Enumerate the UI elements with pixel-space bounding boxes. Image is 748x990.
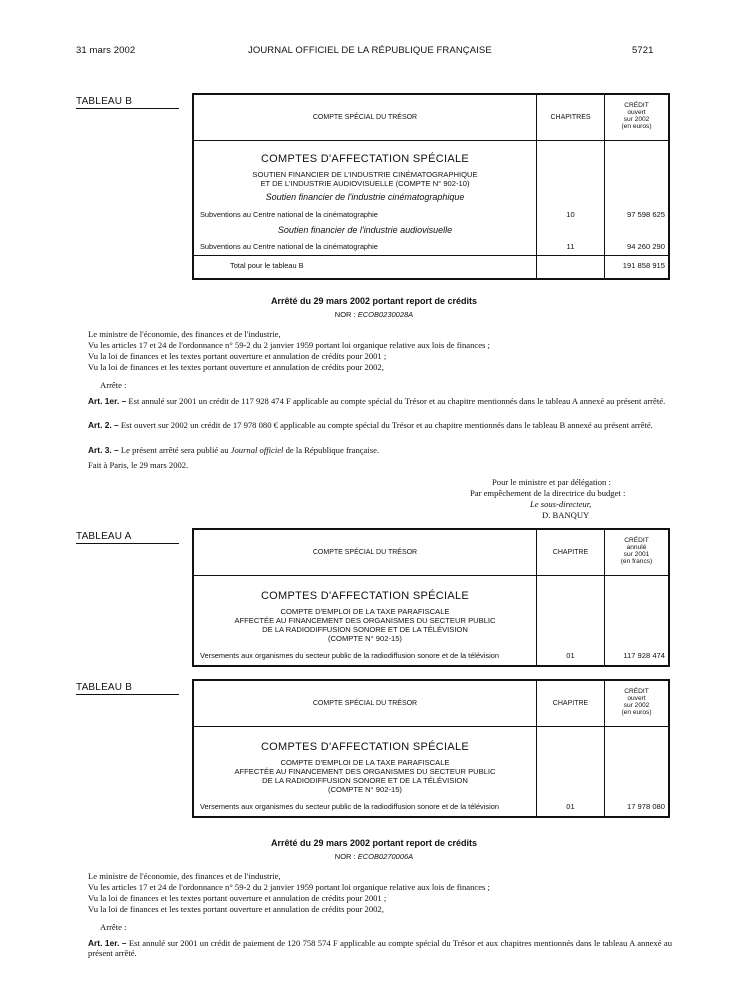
table3 — [192, 679, 670, 818]
table3-sub: COMPTE D'EMPLOI DE LA TAXE PARAFISCALE — [280, 758, 450, 767]
arrete1-art2: Art. 2. – Est ouvert sur 2002 un crédit de 17 978 080 € applicable au compte spécial du Trésor et au chapitre mentionnés dans le tableau B annexé au présent arrêté. — [88, 420, 653, 430]
arrete1-art1: Art. 1er. – Est annulé sur 2001 un crédit de 117 928 474 F applicable au compte spécial du Trésor et au chapitre mentionnés dans le tableau A annexé au présent arrêté. — [88, 396, 666, 406]
arrete2-line: Vu les articles 17 et 24 de l'ordonnance n° 59-2 du 2 janvier 1959 portant loi organique relative aux lois de finances ; — [88, 882, 490, 892]
table3-sub: (COMPTE N° 902-15) — [328, 785, 402, 794]
table3-row-chapter: 01 — [566, 802, 575, 811]
table2-sub: DE LA RADIODIFFUSION SONORE ET DE LA TÉLÉVISION — [262, 625, 468, 634]
page-number: 5721 — [632, 45, 654, 56]
table1-label: TABLEAU B — [76, 96, 179, 109]
table1-subtitle2: ET DE L'INDUSTRIE AUDIOVISUELLE (COMPTE N° 902-10) — [260, 179, 470, 188]
table1-total-amount: 191 858 915 — [622, 261, 665, 270]
table1-col-credit: CRÉDIT ouvert sur 2002 (en euros) — [621, 102, 652, 130]
arrete2-heading: Arrêté du 29 mars 2002 portant report de crédits — [270, 838, 478, 848]
table2-row: Versements aux organismes du secteur public de la radiodiffusion sonore et de la télévision — [200, 651, 499, 660]
table1-total: Total pour le tableau B — [230, 261, 530, 270]
table1-row1: Subventions au Centre national de la cinématographie — [200, 210, 530, 219]
table3-row-amount: 17 978 080 — [626, 802, 665, 811]
arrete2-arrete: Arrête : — [100, 922, 127, 932]
signature-name: D. BANQUY — [542, 510, 590, 520]
table2-label: TABLEAU A — [76, 531, 179, 544]
table1-row1-chapter: 10 — [566, 210, 575, 219]
arrete1-fait: Fait à Paris, le 29 mars 2002. — [88, 460, 189, 470]
arrete1-heading: Arrêté du 29 mars 2002 portant report de crédits — [270, 296, 478, 306]
table2-title: COMPTES D'AFFECTATION SPÉCIALE — [260, 590, 470, 602]
arrete2-line: Vu la loi de finances et les textes portant ouverture et annulation de crédits pour 2001 ; — [88, 893, 387, 903]
table1-section1: Soutien financier de l'industrie cinématographique — [265, 192, 465, 202]
table2-sub: COMPTE D'EMPLOI DE LA TAXE PARAFISCALE — [280, 607, 450, 616]
table3-col-chapter: CHAPITRE — [552, 700, 589, 707]
arrete1-nor: NOR : ECOB0230028A — [334, 310, 414, 319]
arrete1-line: Vu la loi de finances et les textes portant ouverture et annulation de crédits pour 2002, — [88, 362, 384, 372]
table2 — [192, 528, 670, 667]
arrete1-line: Vu les articles 17 et 24 de l'ordonnance n° 59-2 du 2 janvier 1959 portant loi organique relative aux lois de finances ; — [88, 340, 490, 350]
table3-title: COMPTES D'AFFECTATION SPÉCIALE — [260, 741, 470, 753]
table1-subtitle1: SOUTIEN FINANCIER DE L'INDUSTRIE CINÉMATOGRAPHIQUE — [252, 170, 478, 179]
arrete2-nor: NOR : ECOB0270006A — [334, 852, 414, 861]
page-date: 31 mars 2002 — [76, 45, 136, 56]
table3-label: TABLEAU B — [76, 682, 179, 695]
arrete1-art3: Art. 3. – Le présent arrêté sera publié au Journal officiel de la République française. — [88, 445, 380, 455]
table2-row-chapter: 01 — [566, 651, 575, 660]
table2-col-credit: CRÉDIT annulé sur 2001 (en francs) — [620, 537, 653, 565]
arrete2-line: Vu la loi de finances et les textes portant ouverture et annulation de crédits pour 2002, — [88, 904, 384, 914]
table2-col-account: COMPTE SPÉCIAL DU TRÉSOR — [312, 549, 418, 556]
table3-sub: DE LA RADIODIFFUSION SONORE ET DE LA TÉLÉVISION — [262, 776, 468, 785]
signature-title: Le sous-directeur, — [530, 499, 592, 509]
table1-row2-amount: 94 260 290 — [626, 242, 665, 251]
table2-sub: AFFECTÉE AU FINANCEMENT DES ORGANISMES DU SECTEUR PUBLIC — [234, 616, 496, 625]
table1-row2: Subventions au Centre national de la cinématographie — [200, 242, 530, 251]
table2-sub: (COMPTE N° 902-15) — [328, 634, 402, 643]
table2-col-chapter: CHAPITRE — [552, 549, 589, 556]
table1 — [192, 93, 670, 280]
table3-row: Versements aux organismes du secteur public de la radiodiffusion sonore et de la télévision — [200, 802, 499, 811]
table1-row1-amount: 97 598 625 — [626, 210, 665, 219]
table1-col-chapters: CHAPITRES — [550, 114, 591, 121]
table1-section2: Soutien financier de l'industrie audiovisuelle — [277, 225, 453, 235]
table3-col-account: COMPTE SPÉCIAL DU TRÉSOR — [312, 700, 418, 707]
table1-row2-chapter: 11 — [566, 242, 575, 251]
table3-sub: AFFECTÉE AU FINANCEMENT DES ORGANISMES DU SECTEUR PUBLIC — [234, 767, 496, 776]
arrete1-line: Vu la loi de finances et les textes portant ouverture et annulation de crédits pour 2001 ; — [88, 351, 387, 361]
arrete2-art1: Art. 1er. – Est annulé sur 2001 un crédit de paiement de 120 758 574 F applicable au compte spécial du Trésor et aux chapitres mentionnés dans le tableau A annexé au présent arrêté. — [88, 938, 672, 958]
journal-title: JOURNAL OFFICIEL DE LA RÉPUBLIQUE FRANÇAISE — [248, 45, 492, 56]
table1-title: COMPTES D'AFFECTATION SPÉCIALE — [260, 153, 470, 165]
arrete1-line: Le ministre de l'économie, des finances et de l'industrie, — [88, 329, 281, 339]
signature-line: Par empêchement de la directrice du budget : — [470, 488, 626, 498]
table2-row-amount: 117 928 474 — [623, 651, 665, 660]
table3-col-credit: CRÉDIT ouvert sur 2002 (en euros) — [621, 688, 652, 716]
arrete1-arrete: Arrête : — [100, 380, 127, 390]
table1-col-account: COMPTE SPÉCIAL DU TRÉSOR — [312, 114, 418, 121]
signature-line: Pour le ministre et par délégation : — [492, 477, 611, 487]
arrete2-line: Le ministre de l'économie, des finances et de l'industrie, — [88, 871, 281, 881]
